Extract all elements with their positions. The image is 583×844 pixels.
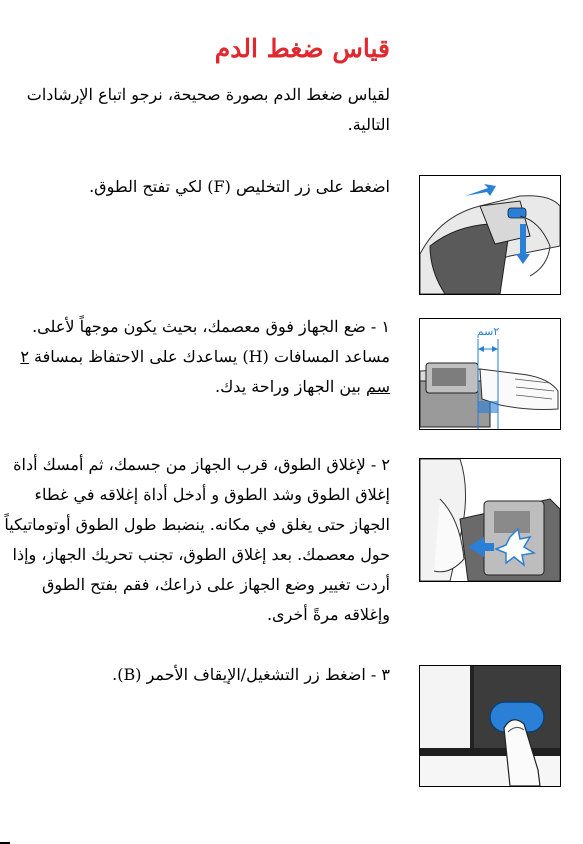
figure-wrist-distance [419, 318, 561, 430]
release-button-illustration [420, 176, 560, 294]
figure-close-cuff [419, 458, 561, 582]
intro-paragraph: لقياس ضغط الدم بصورة صحيحة، نرجو اتباع الإرشادات التالية. [26, 85, 390, 134]
step-2-number: ٢ - [370, 455, 390, 474]
step-3 [10, 660, 390, 690]
wrist-distance-illustration [420, 319, 560, 429]
figure-distance-label: ٢سم [476, 325, 500, 338]
page-title: قياس ضغط الدم [214, 34, 390, 63]
figure-power-button [419, 665, 561, 787]
step-3-number: ٣ - [370, 665, 390, 684]
step-1-distance: ٢ سم [20, 347, 390, 396]
close-cuff-illustration [420, 459, 560, 581]
step-2-text: لإغلاق الطوق، قرب الجهاز من جسمك، ثم أمسك أداة إغلاق الطوق وشد الطوق و أدخل أداة إغلاقه في غطاء الجهاز حتى يغلق في مكانه. ينضبط طول الطوق أوتوماتيكياً حول معصمك. بعد إغلاق الطوق، تجنب تحريك الجهاز، وإذا أردت تغيير وضع الجهاز على ذراعك، فقم بفتح الطوق وإغلاقه مرةً أخرى. [4, 455, 390, 624]
step-1-text-a: ضع الجهاز فوق معصمك، بحيث يكون موجهاً لأعلى. مساعد المسافات (H) يساعدك على الاحتفاظ بمسافة [28, 317, 390, 366]
step-1 [10, 312, 390, 402]
step-open-cuff-text: اضغط على زر التخليص (F) لكي تفتح الطوق. [89, 177, 390, 196]
step-2 [0, 450, 390, 630]
power-button-illustration [420, 666, 560, 786]
step-1-text-b: بين الجهاز وراحة يدك. [215, 377, 366, 396]
step-3-text: اضغط زر التشغيل/الإيقاف الأحمر (B). [112, 665, 366, 684]
step-1-number: ١ - [370, 317, 390, 336]
figure-release-button [419, 175, 561, 295]
step-open-cuff [10, 172, 390, 202]
